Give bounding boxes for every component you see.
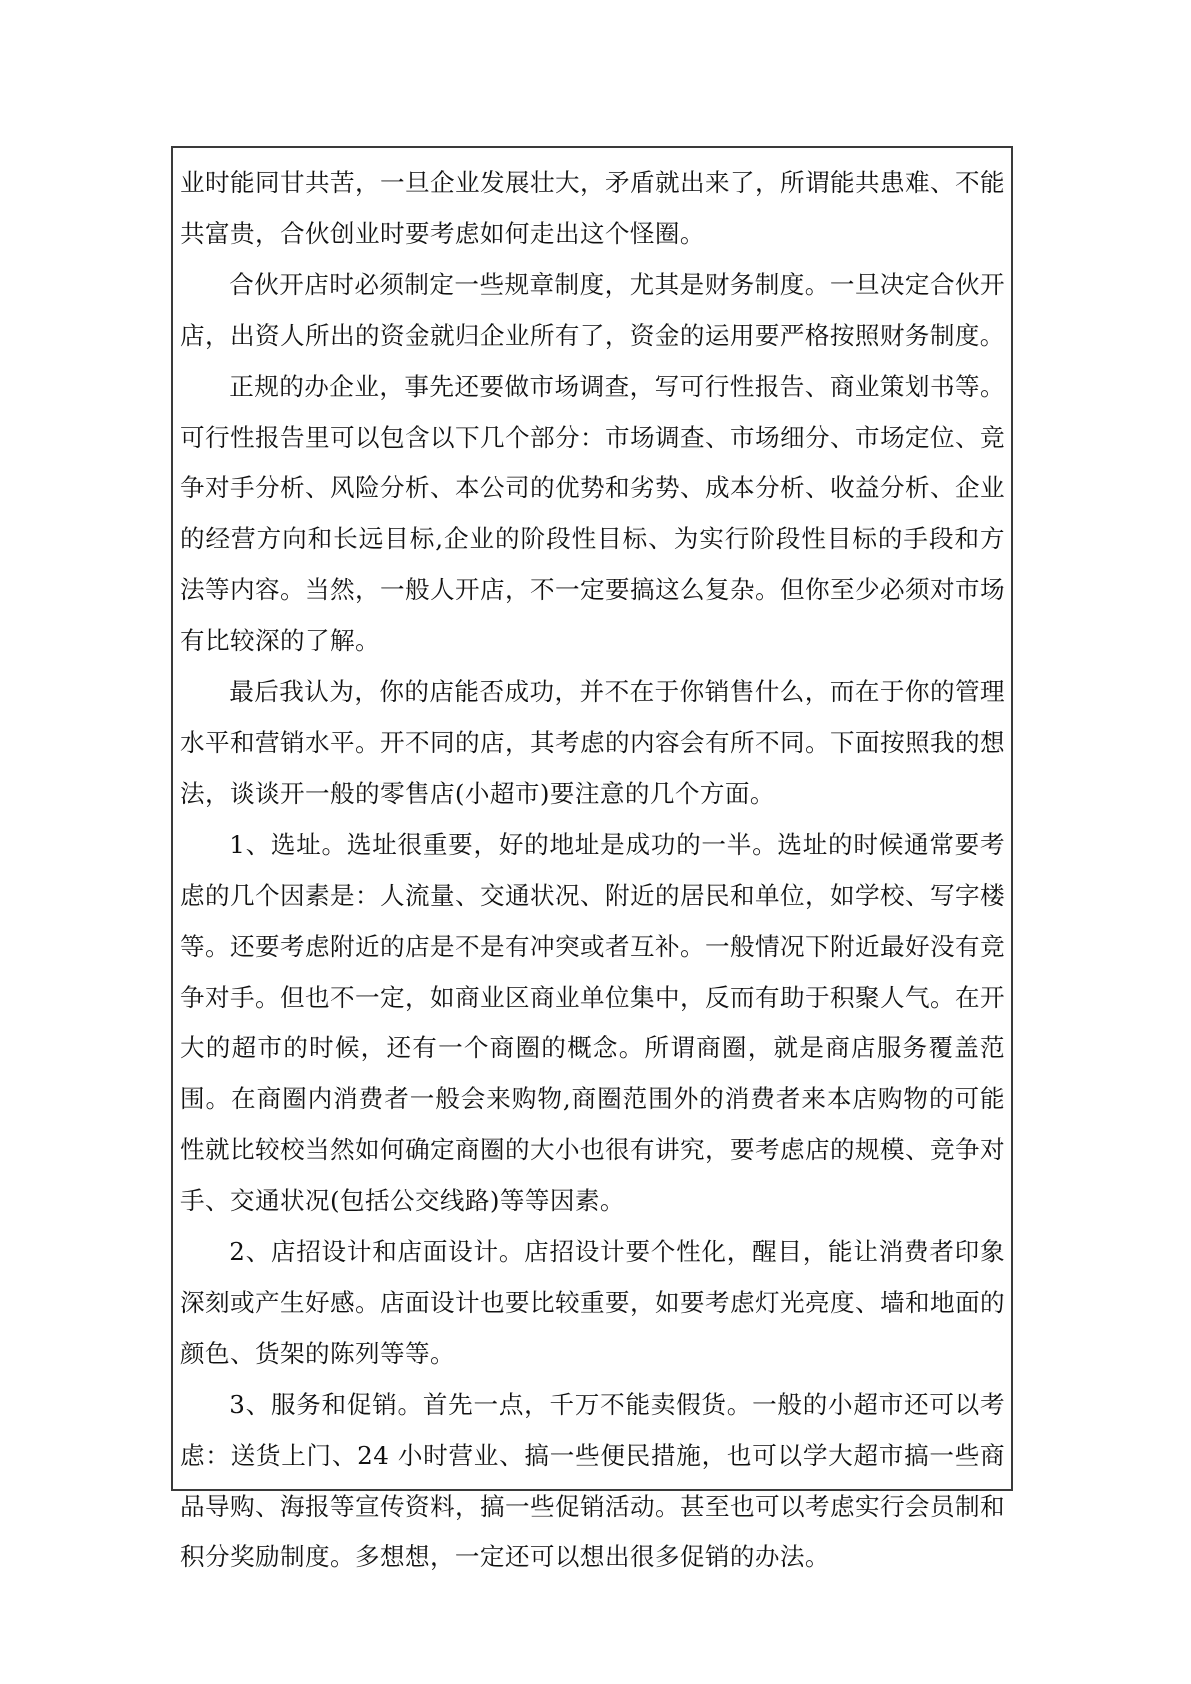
paragraph-partnership-rules: 合伙开店时必须制定一些规章制度，尤其是财务制度。一旦决定合伙开店，出资人所出的资金就归企业所有了，资金的运用要严格按照财务制度。 [180,269,1005,350]
paragraph-feasibility-report: 正规的办企业，事先还要做市场调查，写可行性报告、商业策划书等。可行性报告里可以包含以下几个部分：市场调查、市场细分、市场定位、竞争对手分析、风险分析、本公司的优势和劣势、成本分析、收益分析、企业的经营方向和长远目标,企业的阶段性目标、为实行阶段性目标的手段和方法等内容。当然，一般人开店，不一定要搞这么复杂。但你至少必须对市场有比较深的了解。 [180,371,1005,656]
paragraph-partnership-intro: 业时能同甘共苦，一旦企业发展壮大，矛盾就出来了，所谓能共患难、不能共富贵，合伙创业时要考虑如何走出这个怪圈。 [180,168,1005,248]
document-table-cell [171,146,1013,1572]
paragraph-service-promotion: 3、服务和促销。首先一点，千万不能卖假货。一般的小超市还可以考虑：送货上门、24 小时营业、搞一些便民措施，也可以学大超市搞一些商品导购、海报等宣传资料，搞一些促销活动。甚至也可以考虑实行会员制和积分奖励制度。多想想，一定还可以想出很多促销的办法。 [180,1389,1005,1572]
paragraph-store-design: 2、店招设计和店面设计。店招设计要个性化，醒目，能让消费者印象深刻或产生好感。店面设计也要比较重要，如要考虑灯光亮度、墙和地面的颜色、货架的陈列等等。 [180,1237,1005,1368]
paragraph-management-summary: 最后我认为，你的店能否成功，并不在于你销售什么，而在于你的管理水平和营销水平。开不同的店，其考虑的内容会有所不同。下面按照我的想法，谈谈开一般的零售店(小超市)要注意的几个方面。 [180,677,1005,808]
paragraph-site-selection: 1、选址。选址很重要，好的地址是成功的一半。选址的时候通常要考虑的几个因素是：人流量、交通状况、附近的居民和单位，如学校、写字楼等。还要考虑附近的店是不是有冲突或者互补。一般情况下附近最好没有竞争对手。但也不一定，如商业区商业单位集中，反而有助于积聚人气。在开大的超市的时候，还有一个商圈的概念。所谓商圈，就是商店服务覆盖范围。在商圈内消费者一般会来购物,商圈范围外的消费者来本店购物的可能性就比较校当然如何确定商圈的大小也很有讲究，要考虑店的规模、竞争对手、交通状况(包括公交线路)等等因素。 [180,829,1005,1216]
document-body [180,158,1005,1583]
